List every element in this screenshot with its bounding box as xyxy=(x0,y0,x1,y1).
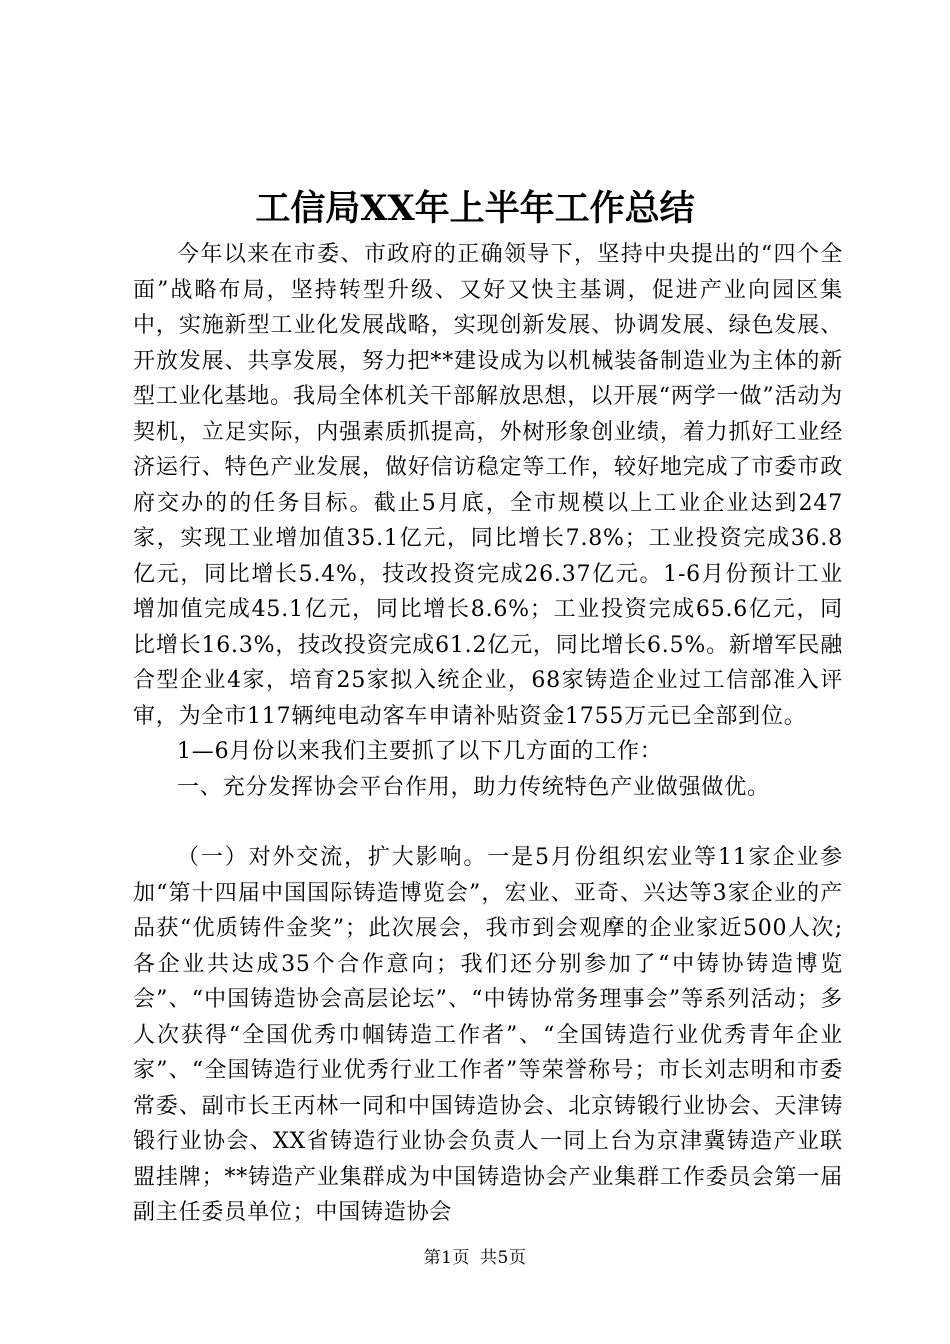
paragraph-subsection-1: （一）对外交流，扩大影响。一是5月份组织宏业等11家企业参加“第十四届中国国际铸造博览会”，宏业、亚奇、兴达等3家企业的产品获“优质铸件金奖”；此次展会，我市到会观摩的企业家近500人次;各企业共达成35个合作意向；我们还分别参加了“中铸协铸造博览会”、“中国铸造协会高层论坛”、“中铸协常务理事会”等系列活动；多人次获得“全国优秀巾帼铸造工作者”、“全国铸造行业优秀青年企业家”、“全国铸造行业优秀行业工作者”等荣誉称号；市长刘志明和市委常委、副市长王丙林一同和中国铸造协会、北京铸锻行业协会、天津铸锻行业协会、XX省铸造行业协会负责人一同上台为京津冀铸造产业联盟挂牌；**铸造产业集群成为中国铸造协会产业集群工作委员会第一届副主任委员单位；中国铸造协会 xyxy=(133,845,843,1225)
paragraph-intro: 今年以来在市委、市政府的正确领导下，坚持中央提出的“四个全面”战略布局，坚持转型升级、又好又快主基调，促进产业向园区集中，实施新型工业化发展战略，实现创新发展、协调发展、绿色发展、开放发展、共享发展，努力把**建设成为以机械装备制造业为主体的新型工业化基地。我局全体机关干部解放思想，以开展“两学一做”活动为契机，立足实际，内强素质抓提高，外树形象创业绩，着力抓好工业经济运行、特色产业发展，做好信访稳定等工作，较好地完成了市委市政府交办的的任务目标。截止5月底，全市规模以上工业企业达到247家，实现工业增加值35.1亿元，同比增长7.8%；工业投资完成36.8亿元，同比增长5.4%，技改投资完成26.37亿元。1-6月份预计工业增加值完成45.1亿元，同比增长8.6%；工业投资完成65.6亿元，同比增长16.3%，技改投资完成61.2亿元，同比增长6.5%。新增军民融合型企业4家，培育25家拟入统企业，68家铸造企业过工信部准入评审，为全市117辆纯电动客车申请补贴资金1755万元已全部到位。 xyxy=(133,242,843,729)
paragraph-overview: 1—6月份以来我们主要抓了以下几方面的工作： xyxy=(177,739,663,764)
page-number: 第1页 xyxy=(423,1248,470,1268)
document-title: 工信局XX年上半年工作总结 xyxy=(255,188,695,229)
section-heading-1: 一、充分发挥协会平台作用，助力传统特色产业做强做优。 xyxy=(177,774,770,800)
page-footer xyxy=(0,1246,950,1270)
document-body xyxy=(133,237,843,1231)
page-total: 共5页 xyxy=(480,1248,527,1268)
